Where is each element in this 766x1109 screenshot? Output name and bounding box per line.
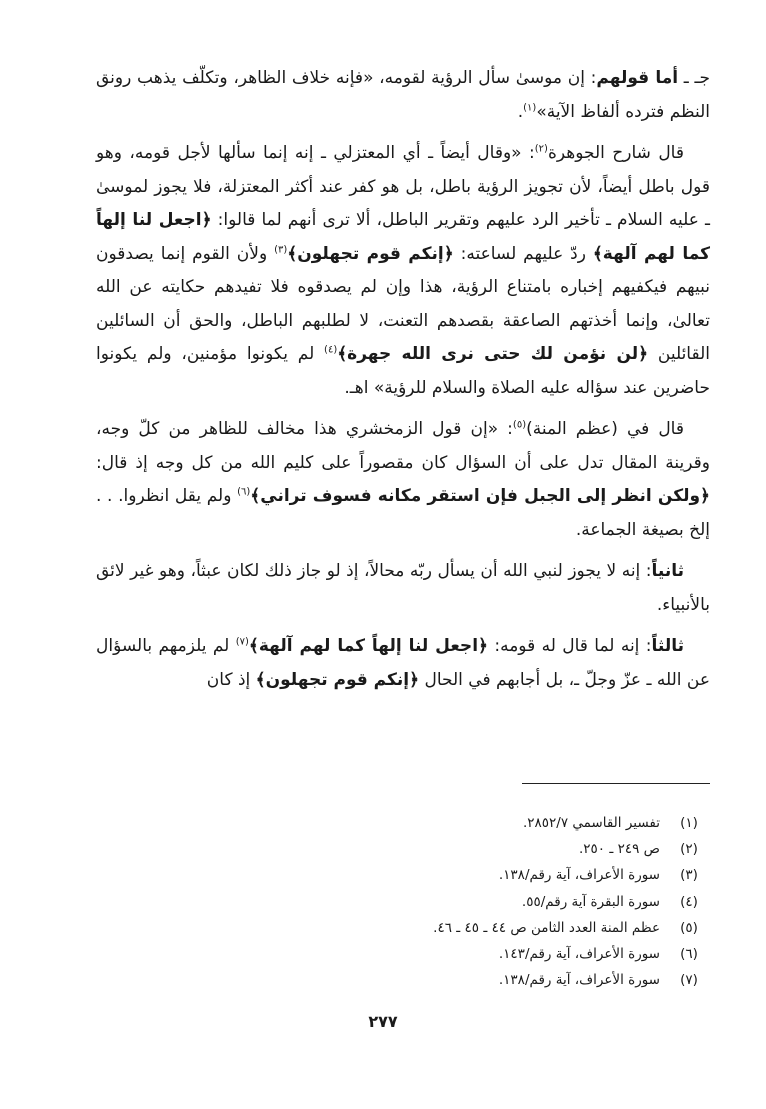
paragraph — [96, 137, 710, 405]
footnote — [280, 889, 700, 915]
footnote-text: عظم المنة العدد الثامن ص ٤٤ ـ ٤٥ ـ ٤٦. — [433, 919, 660, 936]
bold-text: ﴿إنكم قوم تجهلون﴾ — [287, 243, 454, 264]
paragraph — [96, 413, 710, 547]
footnote-number: (٣) — [680, 867, 698, 884]
text-run: ولأن القوم إنما يصدقون نبيهم فيكفيهم إخباره بامتناع الرؤية، هذا وإن لم يصدقوه فلا تفيدهم حكايته عن الله تعالىٰ، وإنما أخذتهم الصاعقة بقصدهم التعنت، لا لطلبهم الباطل، والحق أن السائلين القائلين — [96, 243, 710, 364]
text-run: : إنه لا يجوز لنبي الله أن يسأل ربّه محالاً، إذ لو جاز ذلك لكان عبثاً، وهو غير لائق بالأنبياء. — [96, 561, 710, 615]
footnote-number: (٧) — [680, 972, 698, 989]
footnote-number: (٥) — [680, 919, 698, 936]
footnote-number: (٢) — [680, 841, 698, 858]
bold-text: ﴿اجعل لنا إلهاً كما لهم آلهة﴾ — [96, 210, 710, 264]
footnote-ref: (٢) — [534, 143, 548, 155]
footnote-ref: (٤) — [324, 344, 338, 356]
footnote-text: سورة الأعراف، آية رقم/١٣٨. — [498, 972, 660, 989]
text-run: . — [517, 101, 524, 122]
footnote-divider — [522, 783, 710, 784]
footnote-number: (١) — [680, 815, 698, 831]
footnote-ref: (٧) — [235, 636, 249, 648]
footnote-ref: (١) — [523, 101, 537, 113]
footnote-number: (٦) — [680, 946, 698, 963]
footnote-text: سورة الأعراف، آية رقم/١٣٨. — [498, 867, 660, 884]
footnote-text: ص ٢٤٩ ـ ٢٥٠. — [579, 841, 660, 858]
paragraph — [96, 630, 710, 697]
footnote-text: سورة البقرة آية رقم/٥٥. — [521, 893, 660, 910]
bold-text: ﴿اجعل لنا إلهاً كما لهم آلهة﴾ — [248, 636, 488, 656]
text-run: جـ ـ — [678, 68, 710, 88]
footnote — [280, 836, 700, 862]
bold-text: ﴿ولكن انظر إلى الجبل فإن استقر مكانه فسوف تراني﴾ — [250, 486, 710, 506]
footnote — [280, 967, 700, 993]
footnote-text: سورة الأعراف، آية رقم/١٤٣. — [498, 946, 660, 963]
text-run: قال في (عظم المنة) — [526, 419, 684, 439]
text-run: : إنه لما قال له قومه: — [487, 636, 652, 656]
bold-text: أما قولهم — [596, 68, 679, 88]
bold-text: ﴿لن نؤمن لك حتى نرى الله جهرة﴾ — [337, 344, 649, 364]
paragraph — [96, 62, 710, 129]
text-run: : «وقال أيضاً ـ أي المعتزلي ـ إنه إنما سألها لأجل قومه، وهو قول باطل أيضاً، لأن تجويز الرؤية باطل، بل هو كفر عند أكثر المعتزلة، فلا يجوز لموسىٰ ـ عليه السلام ـ تأخير الرد عليهم وتقرير الباطل، ألا ترى أنهم لما قالوا: — [96, 143, 710, 230]
text-run: ولم يقل انظروا. . . إلخ بصيغة الجماعة. — [96, 486, 710, 540]
bold-text: ﴿إنكم قوم تجهلون﴾ — [255, 669, 420, 690]
main-text — [96, 62, 710, 705]
footnote — [280, 941, 700, 967]
footnote — [280, 915, 700, 941]
text-run: قال شارح الجوهرة — [547, 143, 684, 163]
bold-text: ثانياً — [651, 561, 684, 581]
text-run: لم يلزمهم بالسؤال عن الله ـ عزّ وجلّ ـ، بل أجابهم في الحال — [96, 636, 710, 690]
footnote-ref: (٣) — [274, 243, 288, 255]
text-run: : «إن قول الزمخشري هذا مخالف للظاهر من كلّ وجه، وقرينة المقال تدل على أن السؤال كان مقصوراً على كليم الله من كل وجه إذ قال: — [96, 419, 710, 473]
text-run: إذ كان — [206, 669, 256, 690]
footnote — [280, 810, 700, 836]
page-number: ٢٧٧ — [368, 1012, 398, 1031]
footnotes-list — [280, 810, 700, 993]
footnote-number: (٤) — [680, 893, 698, 910]
paragraph — [96, 555, 710, 622]
footnote-ref: (٥) — [512, 419, 527, 431]
text-run: ردّ عليهم لساعته: — [453, 243, 593, 264]
footnote-ref: (٦) — [237, 486, 251, 498]
text-run: لم يكونوا مؤمنين، ولم يكونوا حاضرين عند سؤاله عليه الصلاة والسلام للرؤية» اهـ. — [96, 344, 710, 398]
bold-text: ثالثاً — [651, 636, 684, 656]
text-run: : إن موسىٰ سأل الرؤية لقومه، «فإنه خلاف الظاهر، وتكلّف يذهب رونق النظم فترده ألفاظ الآية» — [96, 68, 710, 122]
footnote-text: تفسير القاسمي ٢٨٥٢/٧. — [522, 815, 660, 831]
footnote — [280, 862, 700, 888]
